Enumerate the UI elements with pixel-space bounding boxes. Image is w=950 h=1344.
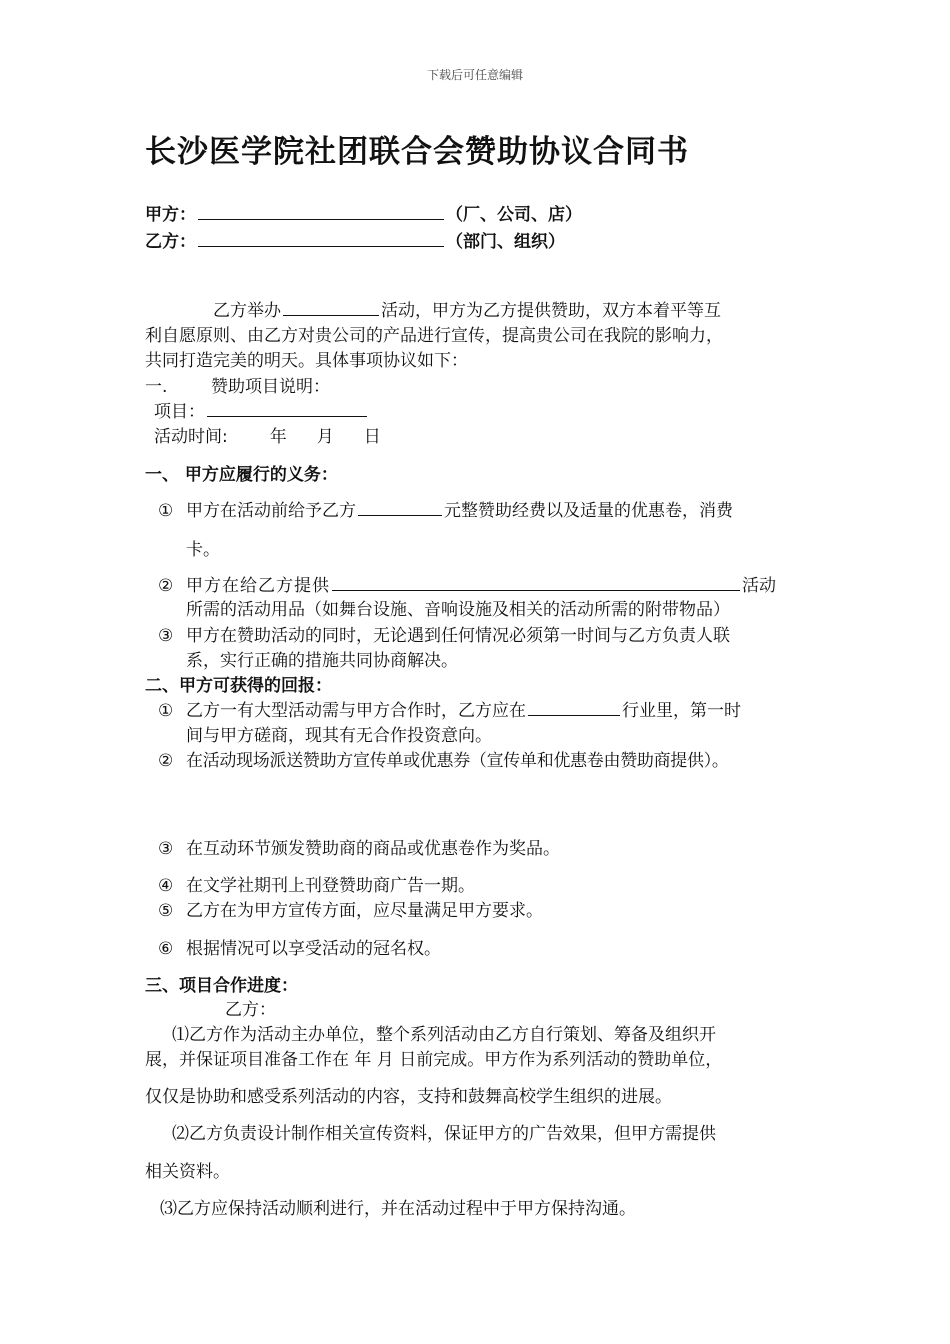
s2-item-4 <box>158 874 475 899</box>
section3-heading: 三、项目合作进度： <box>145 976 298 996</box>
header-note: 下载后可任意编辑 <box>426 68 523 82</box>
intro-line-2: 利自愿原则、由乙方对贵公司的产品进行宣传，提高贵公司在我院的影响力， <box>145 326 723 346</box>
party-a-blank <box>198 218 444 220</box>
s1-item-1-text-b: 元整赞助经费以及适量的优惠卷，消费 <box>444 501 733 521</box>
intro-line-3: 共同打造完美的明天。具体事项协议如下： <box>145 351 468 371</box>
s2-item-5-text: 乙方在为甲方宣传方面，应尽量满足甲方要求。 <box>186 901 543 921</box>
party-b-blank <box>198 245 444 247</box>
s3-p2-line1: ⑵乙方负责设计制作相关宣传资料，保证甲方的广告效果，但甲方需提供 <box>172 1124 716 1144</box>
s2-item-5 <box>158 899 543 924</box>
s1-item-3-text-a: 甲方在赞助活动的同时，无论遇到任何情况必须第一时间与乙方负责人联 <box>186 626 730 646</box>
party-a-label: 甲方： <box>145 205 196 225</box>
funding-blank <box>358 514 442 516</box>
s2-item-1 <box>158 699 741 724</box>
section0-heading <box>145 375 330 400</box>
s2-item-2 <box>158 749 729 774</box>
intro-line-1 <box>213 299 721 324</box>
intro-text-a: 乙方举办 <box>213 301 281 321</box>
activity-blank <box>283 314 379 316</box>
s1-item-1 <box>158 499 733 524</box>
s1-item-1-text-a: 甲方在活动前给予乙方 <box>186 501 356 521</box>
party-a-suffix: （厂、公司、店） <box>446 205 582 225</box>
s1-item-2-text-a: 甲方在给乙方提供 <box>186 576 330 596</box>
supplies-blank <box>332 589 740 591</box>
s2-item-1-text-b: 行业里，第一时 <box>622 701 741 721</box>
industry-blank <box>528 714 620 716</box>
s1-item-3 <box>158 624 730 649</box>
s1-item-2-num: ② <box>158 576 174 596</box>
s2-item-3-num: ③ <box>158 839 174 859</box>
month-label: 月 <box>316 427 334 447</box>
party-b-line <box>145 227 565 252</box>
s1-item-1-num: ① <box>158 501 174 521</box>
s2-item-3 <box>158 837 560 862</box>
s3-p1-line1: ⑴乙方作为活动主办单位，整个系列活动由乙方自行策划、筹备及组织开 <box>172 1025 716 1045</box>
s2-item-6-num: ⑥ <box>158 939 174 959</box>
s2-item-1-num: ① <box>158 701 174 721</box>
s2-item-1-text-a: 乙方一有大型活动需与甲方合作时，乙方应在 <box>186 701 526 721</box>
time-label: 活动时间: <box>154 427 228 447</box>
section3-sub: 乙方： <box>225 1000 276 1020</box>
s3-p1-line3: 仅仅是协助和感受系列活动的内容，支持和鼓舞高校学生组织的进展。 <box>145 1087 672 1107</box>
party-b-suffix: （部门、组织） <box>446 232 565 252</box>
section0-num: 一. <box>145 377 168 397</box>
s1-item-2-cont: 所需的活动用品（如舞台设施、音响设施及相关的活动所需的附带物品） <box>186 600 730 620</box>
s2-item-2-text: 在活动现场派送赞助方宣传单或优惠券（宣传单和优惠卷由赞助商提供）。 <box>186 751 729 771</box>
project-blank <box>207 415 367 417</box>
s3-p2-line2: 相关资料。 <box>145 1162 230 1182</box>
intro-text-b: 活动，甲方为乙方提供赞助，双方本着平等互 <box>381 301 721 321</box>
s1-item-2 <box>158 574 776 599</box>
s2-item-6-text: 根据情况可以享受活动的冠名权。 <box>186 939 441 959</box>
project-label: 项目： <box>154 402 205 422</box>
s2-item-4-text: 在文学社期刊上刊登赞助商广告一期。 <box>186 876 475 896</box>
party-a-line <box>145 200 582 225</box>
section1-heading: 一、 甲方应履行的义务： <box>145 465 338 485</box>
section2-heading: 二、甲方可获得的回报： <box>145 676 332 696</box>
party-b-label: 乙方： <box>145 232 196 252</box>
document-title: 长沙医学院社团联合会赞助协议合同书 <box>145 134 689 170</box>
s2-item-3-text: 在互动环节颁发赞助商的商品或优惠卷作为奖品。 <box>186 839 560 859</box>
s2-item-4-num: ④ <box>158 876 174 896</box>
s1-item-3-num: ③ <box>158 626 174 646</box>
s2-item-6 <box>158 937 441 962</box>
section0-title: 赞助项目说明： <box>211 377 330 397</box>
activity-time-line <box>154 425 381 450</box>
s1-item-2-text-b: 活动 <box>742 576 776 596</box>
s1-item-1-cont: 卡。 <box>186 540 220 560</box>
s1-item-3-cont: 系，实行正确的措施共同协商解决。 <box>186 651 458 671</box>
s2-item-5-num: ⑤ <box>158 901 174 921</box>
project-line <box>154 400 369 425</box>
year-label: 年 <box>269 427 287 447</box>
s3-p1-line2: 展，并保证项目准备工作在 年 月 日前完成。甲方作为系列活动的赞助单位， <box>145 1050 723 1070</box>
day-label: 日 <box>363 427 381 447</box>
s3-p3-line1: ⑶乙方应保持活动顺利进行，并在活动过程中于甲方保持沟通。 <box>160 1199 636 1219</box>
s2-item-2-num: ② <box>158 751 174 771</box>
s2-item-1-cont: 间与甲方磋商，现其有无合作投资意向。 <box>186 726 492 746</box>
